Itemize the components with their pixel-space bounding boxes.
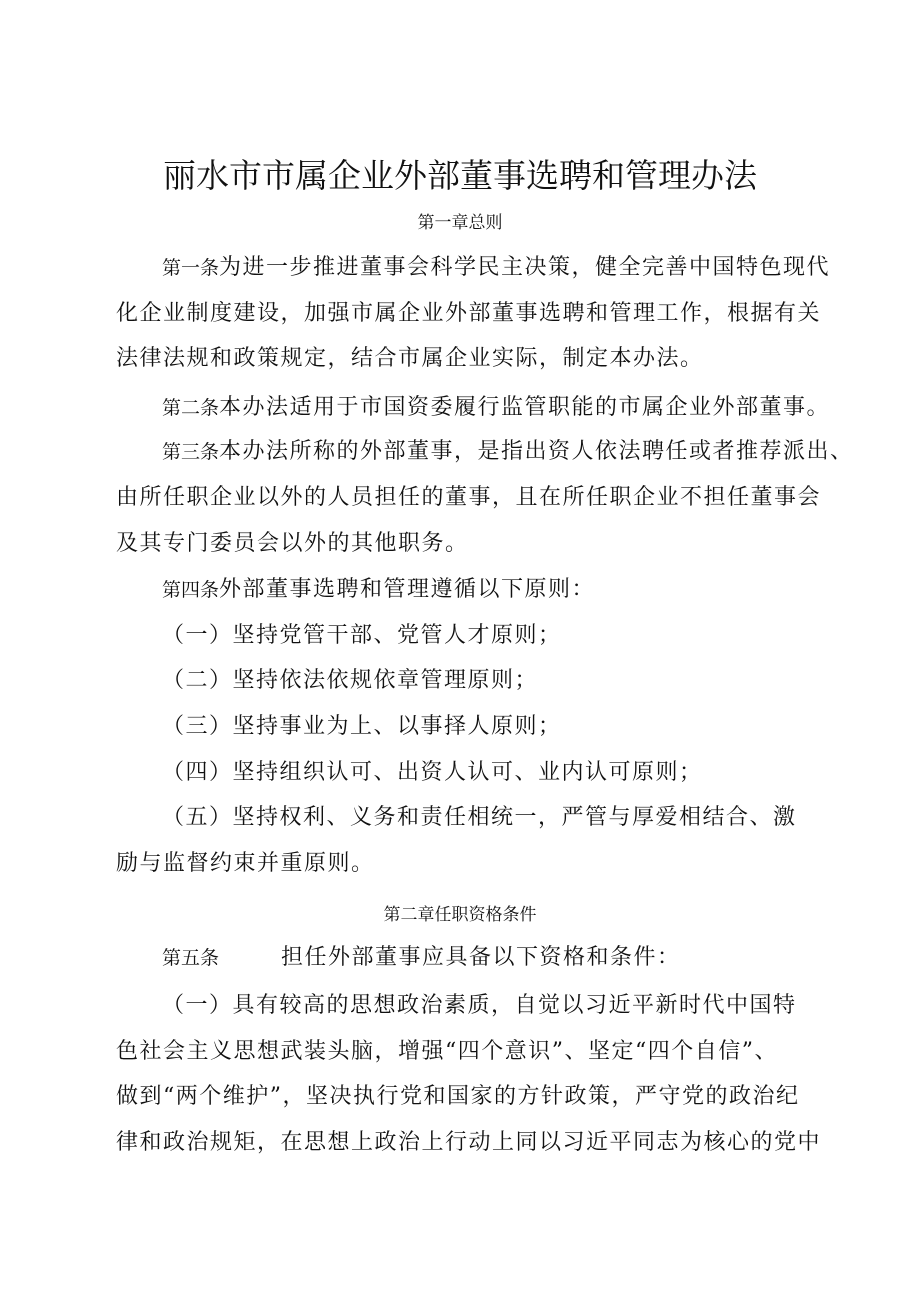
- article-label: 第五条: [162, 947, 220, 969]
- article-3-line-3: 及其专门委员会以外的其他职务。: [116, 531, 469, 556]
- article-5-item-1-line-2: 色社会主义思想武装头脑，增强“四个意识”、坚定“四个自信”、: [116, 1039, 778, 1064]
- article-1-line-3: 法律法规和政策规定，结合市属企业实际，制定本办法。: [116, 346, 704, 371]
- document-title: 丽水市市属企业外部董事选聘和管理办法: [163, 156, 757, 195]
- article-label: 第四条: [162, 579, 220, 601]
- article-5-item-1-line-1: （一）具有较高的思想政治素质，自觉以习近平新时代中国特: [162, 993, 797, 1018]
- chapter-heading-2: 第二章任职资格条件: [383, 905, 537, 925]
- article-5-item-1-line-4: 律和政治规矩，在思想上政治上行动上同以习近平同志为核心的党中: [116, 1130, 822, 1155]
- article-2-line-1: [162, 392, 920, 424]
- article-3-line-1: [162, 436, 920, 468]
- article-5-line-1: [162, 942, 920, 974]
- article-4-item-1: （一）坚持党管干部、党管人才原则；: [162, 623, 562, 648]
- article-4-item-4: （四）坚持组织认可、出资人认可、业内认可原则；: [162, 760, 703, 785]
- article-label: 第二条: [162, 397, 220, 419]
- article-1-line-1: [162, 252, 920, 284]
- article-4-item-3: （三）坚持事业为上、以事择人原则；: [162, 714, 562, 739]
- article-2-text: 本办法适用于市国资委履行监管职能的市属企业外部董事。: [219, 395, 831, 420]
- article-label: 第三条: [162, 441, 220, 463]
- article-5-text: 担任外部董事应具备以下资格和条件：: [281, 945, 681, 970]
- article-3-text-1: 本办法所称的外部董事，是指出资人依法聘任或者推荐派出、: [219, 439, 854, 464]
- article-1-line-2: 化企业制度建设，加强市属企业外部董事选聘和管理工作，根据有关: [116, 301, 822, 326]
- chapter-heading-1: 第一章总则: [417, 213, 503, 233]
- article-3-line-2: 由所任职企业以外的人员担任的董事，且在所任职企业不担任董事会: [116, 485, 822, 510]
- article-label: 第一条: [162, 257, 220, 279]
- article-5-item-1-line-3: 做到“两个维护”，坚决执行党和国家的方针政策，严守党的政治纪: [116, 1084, 800, 1109]
- article-4-line-1: [162, 574, 920, 606]
- article-4-item-5-line-2: 励与监督约束并重原则。: [116, 851, 375, 876]
- article-4-item-5-line-1: （五）坚持权利、义务和责任相统一，严管与厚爱相结合、激: [162, 805, 797, 830]
- article-4-text: 外部董事选聘和管理遵循以下原则：: [219, 577, 596, 602]
- article-4-item-2: （二）坚持依法依规依章管理原则；: [162, 668, 539, 693]
- article-1-text-1: 为进一步推进董事会科学民主决策，健全完善中国特色现代: [219, 255, 831, 280]
